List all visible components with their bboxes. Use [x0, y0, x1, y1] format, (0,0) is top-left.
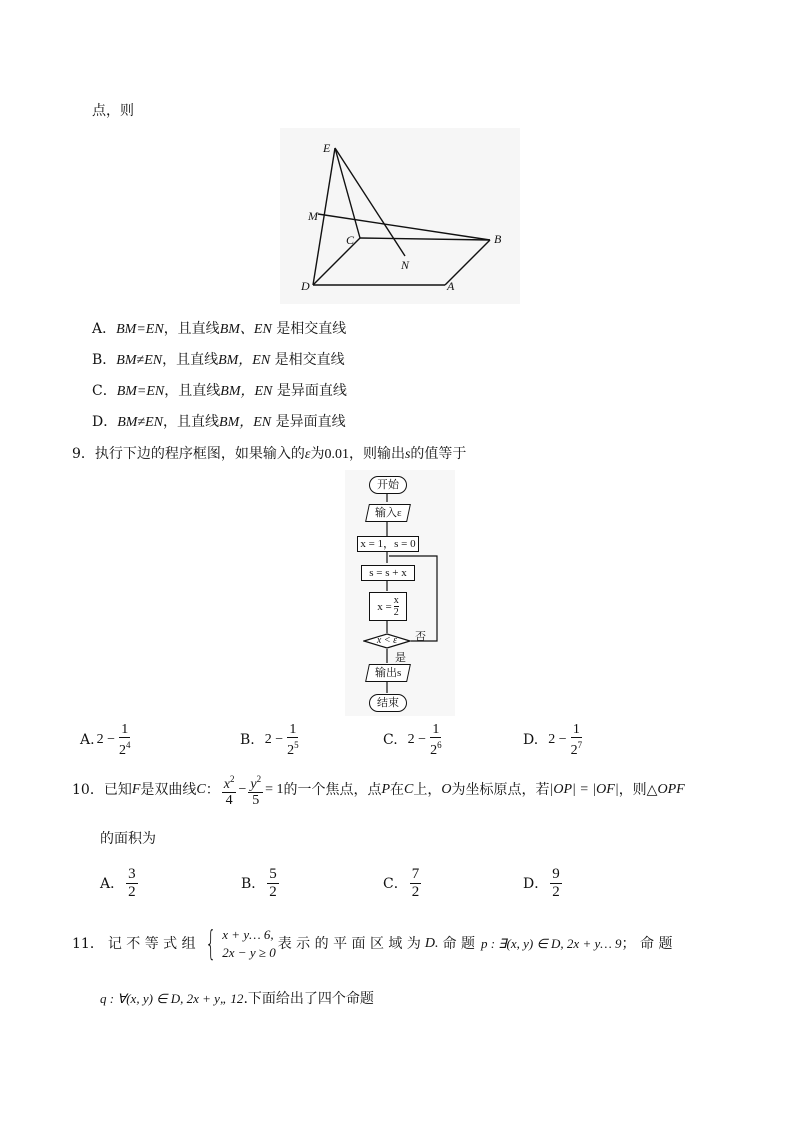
q10-line2: 的面积为: [100, 831, 156, 847]
q10-stem: 10． 已知 F 是双曲线 C ： $\frac{x^2}{4}$ − $\frac{y^2}{5}$ = 1 的一个焦点，点 P 在 C 上， O 为坐标原点，若 |OP| = |OF| ，则△ OPF: [72, 774, 685, 808]
label-B: B: [494, 232, 502, 246]
q9-option-a: A. 2 − $\frac{1}{2^4}$: [80, 722, 131, 758]
q9-option-b: B. 2 − $\frac{1}{2^5}$: [240, 722, 299, 758]
q8-option-d: D．BM≠EN，且直线BM，EN 是异面直线: [92, 414, 346, 430]
label-A: A: [447, 279, 455, 293]
label-N: N: [401, 258, 410, 272]
flow-start: 开始: [369, 476, 407, 494]
q10-option-b: B． $\frac{5}{2}$: [241, 866, 277, 900]
q11-line2: q : ∀(x, y) ∈ D, 2x + y„ 12.下面给出了四个命题: [100, 991, 374, 1007]
q9-stem: 9．执行下边的程序框图，如果输入的ε为0.01，则输出s的值等于: [72, 446, 467, 462]
flow-output: 输出s: [365, 664, 411, 682]
label-C: C: [346, 233, 355, 247]
flow-step1: s = s + x: [361, 565, 415, 581]
flow-input: 输入ε: [365, 504, 411, 522]
label-M: M: [308, 209, 318, 223]
q8-intro: 点，则: [92, 103, 134, 119]
flow-init: x = 1，s = 0: [357, 536, 419, 552]
label-D: D: [301, 279, 310, 293]
flow-condition-text: x < ε: [376, 635, 398, 646]
q8-option-b: B．BM≠EN，且直线BM，EN 是相交直线: [92, 352, 345, 368]
q9-option-d: D. 2 − $\frac{1}{2^7}$: [523, 722, 583, 758]
q8-geometry-figure: [280, 128, 520, 304]
q10-option-c: C． $\frac{7}{2}$: [383, 866, 420, 900]
flow-end: 结束: [369, 694, 407, 712]
label-E: E: [323, 141, 331, 155]
q10-option-a: A． $\frac{3}{2}$: [100, 866, 136, 900]
q10-option-d: D． $\frac{9}{2}$: [523, 866, 560, 900]
flow-no-label: 否: [415, 630, 426, 643]
flow-step2: x = $\frac{x}{2}$: [369, 592, 407, 621]
q8-option-c: C．BM=EN，且直线BM，EN 是异面直线: [92, 383, 347, 399]
q11-stem: 11． 记 不 等 式 组 { x + y… 6, 2x − y ≥ 0 表 示 的 平 面 区 域 为 D. 命 题 p : ∃(x, y) ∈ D, 2x + y… 9 ； 命 题: [72, 924, 673, 964]
flow-yes-label: 是: [395, 651, 406, 664]
q8-option-a: A．BM=EN，且直线BM、EN 是相交直线: [92, 321, 347, 337]
q9-option-c: C. 2 − $\frac{1}{2^6}$: [383, 722, 442, 758]
q9-flowchart: [345, 470, 455, 716]
